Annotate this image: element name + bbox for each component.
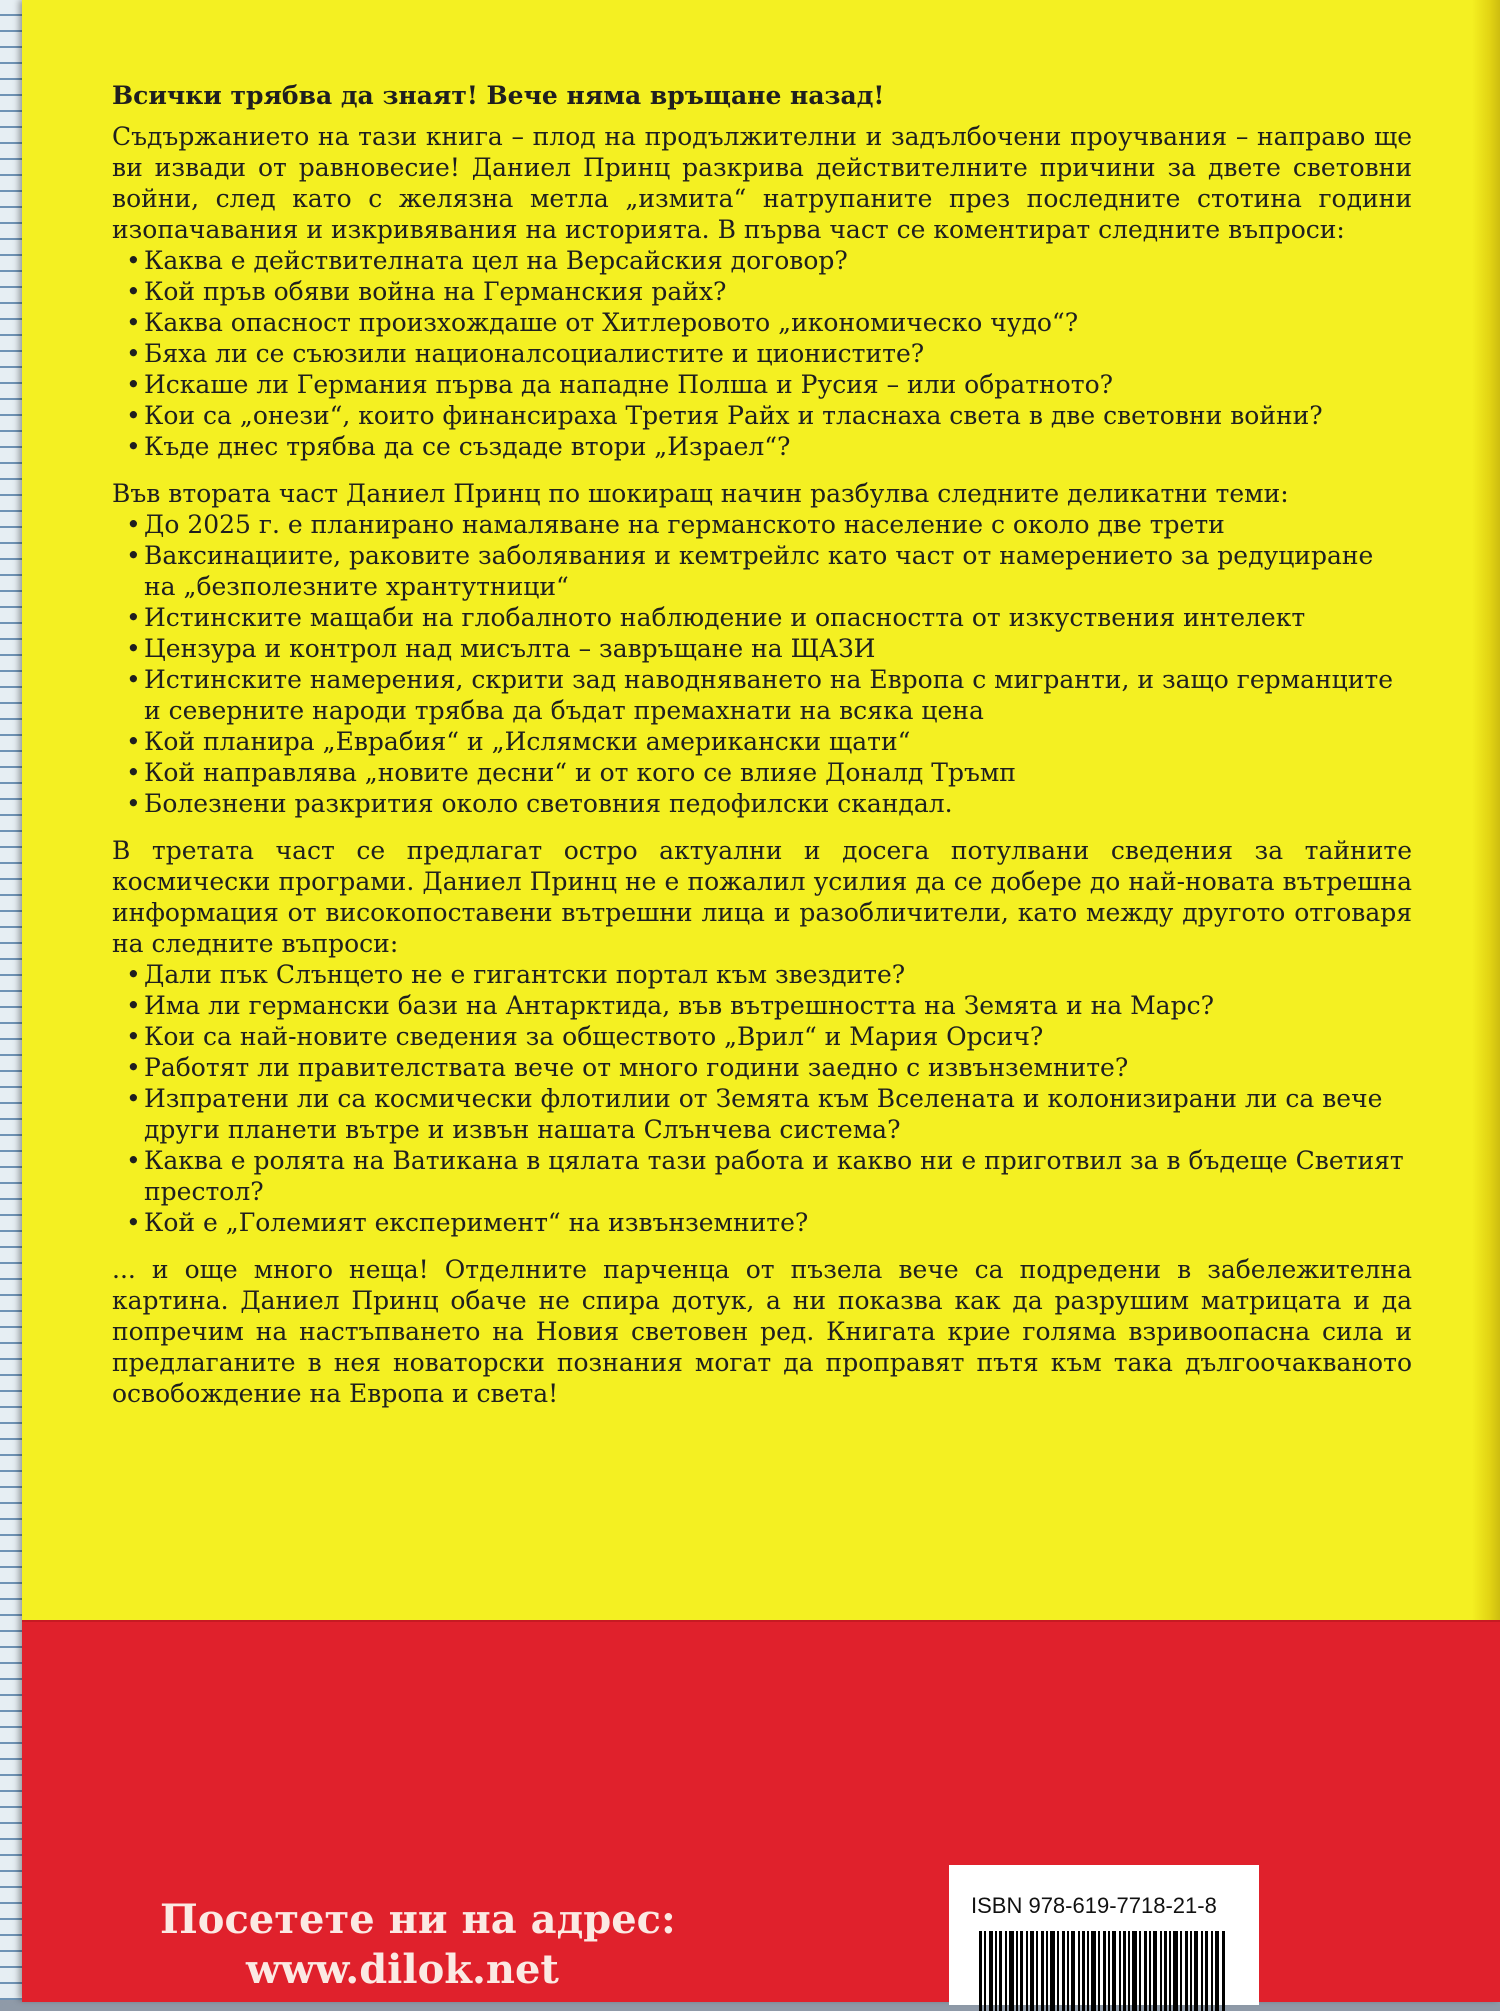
spacer <box>112 1238 1412 1254</box>
list-item: • Ваксинациите, раковите заболявания и кемтрейлс като част от намерението за редуциране на „безполезните хрантутници“ <box>126 540 1412 602</box>
blurb-text <box>112 80 1412 1409</box>
list-item: • Болезнени разкрития около световния педофилски скандал. <box>126 788 1412 819</box>
list-item: • Бяха ли се съюзили националсоциалистите и ционистите? <box>126 338 1412 369</box>
intro-paragraph: Съдържанието на тази книга – плод на продължителни и задълбочени проучвания – направо ще ви извади от равновесие! Даниел Принц разкрива действителните причини за двете световни войни, след като с желязна метла „измита“ натрупаните през последните стотина години изопачавания и изкривявания на историята. В първа част се коментират следните въпроси: <box>112 122 1412 244</box>
list-item: • Кой планира „Еврабия“ и „Ислямски американски щати“ <box>126 726 1412 757</box>
list-item: • Има ли германски бази на Антарктида, във вътрешността на Земята и на Марс? <box>126 990 1412 1021</box>
list-item: • Кои са най-новите сведения за обществото „Врил“ и Мария Орсич? <box>126 1021 1412 1052</box>
closing-paragraph: ... и още много неща! Отделните парченца от пъзела вече са подредени в забележителна картина. Даниел Принц обаче не спира дотук, а ни показва как да разрушим матрицата и да попречим на настъпването на Новия световен ред. Книгата крие голяма взривоопасна сила и предлаганите в нея новаторски познания могат да проправят пътя към така дългоочакваното освобождение на Европа и света! <box>112 1255 1412 1408</box>
website-link: www.dilok.net <box>246 1946 559 1993</box>
part1-question-list <box>112 245 1412 462</box>
list-item: • Цензура и контрол над мисълта – завръщане на ЩАЗИ <box>126 633 1412 664</box>
list-item: • Работят ли правителствата вече от много години заедно с извънземните? <box>126 1052 1412 1083</box>
list-item: • До 2025 г. е планирано намаляване на германското население с около две трети <box>126 509 1412 540</box>
list-item: • Каква е действителната цел на Версайския договор? <box>126 245 1412 276</box>
list-item: • Каква е ролята на Ватикана в цялата тази работа и какво ни е приготвил за в бъдеще Светият престол? <box>126 1145 1412 1207</box>
part2-topic-list <box>112 509 1412 819</box>
spacer <box>112 819 1412 835</box>
list-item: • Истинските мащаби на глобалното наблюдение и опасността от изкуствения интелект <box>126 602 1412 633</box>
spacer <box>112 462 1412 478</box>
visit-label: Посетете ни на адрес: <box>160 1896 676 1943</box>
list-item: • Изпратени ли са космически флотилии от Земята към Вселената и колонизирани ли са вече други планети вътре и извън нашата Слънчева система? <box>126 1083 1412 1145</box>
part3-intro: В третата част се предлагат остро актуални и досега потулвани сведения за тайните космически програми. Даниел Принц не е пожалил усилия да се добере до най-новата вътрешна информация от високопоставени вътрешни лица и разобличители, като между другото отговаря на следните въпроси: <box>112 836 1412 958</box>
list-item: • Кои са „онези“, които финансираха Третия Райх и тласнаха света в две световни войни? <box>126 400 1412 431</box>
list-item: • Каква опасност произхождаше от Хитлеровото „икономическо чудо“? <box>126 307 1412 338</box>
part2-intro: Във втората част Даниел Принц по шокиращ начин разбулва следните деликатни теми: <box>112 479 1289 508</box>
list-item: • Кой направлява „новите десни“ и от кого се влияе Доналд Тръмп <box>126 757 1412 788</box>
cover-edge-shading <box>1472 0 1500 1640</box>
list-item: • Кой пръв обяви война на Германския райх? <box>126 276 1412 307</box>
publisher-address <box>160 1895 676 1995</box>
list-item: • Къде днес трябва да се създаде втори „Израел“? <box>126 431 1412 462</box>
list-item: • Дали пък Слънцето не е гигантски портал към звездите? <box>126 959 1412 990</box>
barcode-icon <box>979 1931 1229 2011</box>
isbn-label <box>949 1865 1259 2005</box>
list-item: • Истинските намерения, скрити зад наводняването на Европа с мигранти, и защо германците и северните народи трябва да бъдат премахнати на всяка цена <box>126 664 1412 726</box>
part3-question-list <box>112 959 1412 1238</box>
list-item: • Кой е „Големият експеримент“ на извънземните? <box>126 1207 1412 1238</box>
isbn-number: ISBN 978-619-7718-21-8 <box>971 1893 1217 1918</box>
headline: Всички трябва да знаят! Вече няма връщане назад! <box>112 81 885 110</box>
list-item: • Искаше ли Германия първа да нападне Полша и Русия – или обратното? <box>126 369 1412 400</box>
book-back-cover <box>22 0 1500 2000</box>
